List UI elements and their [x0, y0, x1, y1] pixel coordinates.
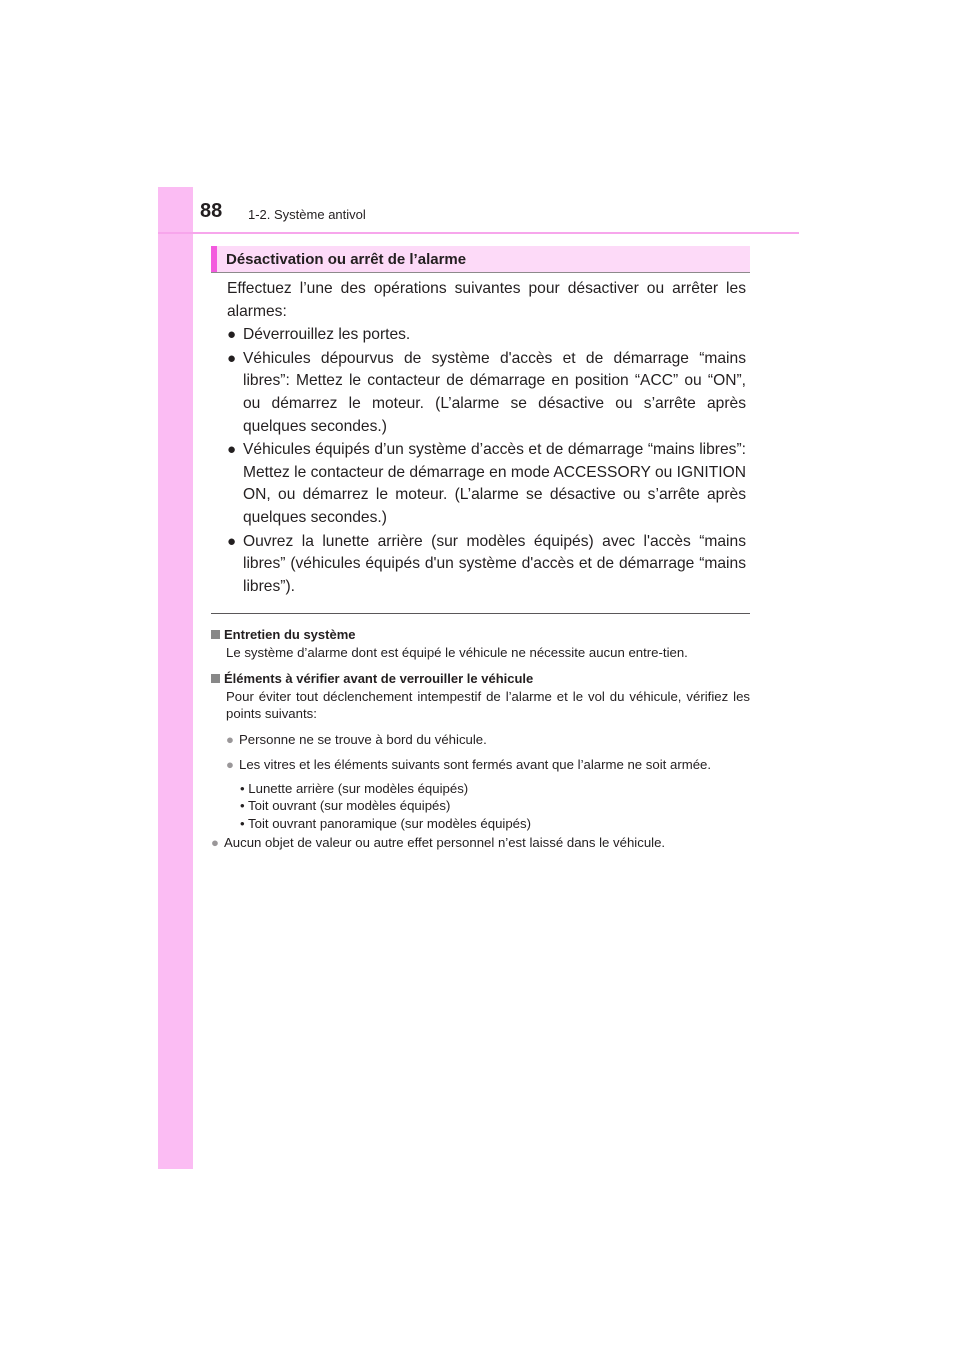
bullet-icon: ● [211, 835, 219, 850]
bullet-icon: ● [227, 441, 237, 459]
bullet-icon: ● [226, 731, 234, 747]
header-rule [158, 232, 799, 234]
bullet-icon: ● [227, 349, 237, 367]
list-item [211, 834, 750, 852]
list-item [227, 324, 746, 347]
intro-text: Effectuez l’une des opérations suivantes pour désactiver ou arrêter les alarmes: [227, 280, 746, 320]
list-item-text: Aucun objet de valeur ou autre effet personnel n’est laissé dans le véhicule. [224, 835, 666, 850]
square-bullet-icon [211, 674, 220, 683]
list-item-text: Ouvrez la lunette arrière (sur modèles équipés) avec l'accès “mains libres” (véhicules équipés d'un système d'accès et de démarrage “mains libres”). [243, 532, 746, 595]
list-item [227, 531, 746, 599]
sub-list-item: • Toit ouvrant panoramique (sur modèles équipés) [240, 815, 531, 831]
side-tab [158, 187, 193, 1169]
sub-list-item: • Lunette arrière (sur modèles équipés) [240, 780, 469, 796]
bullet-icon: ● [227, 532, 237, 550]
note-text: Pour éviter tout déclenchement intempestif de l’alarme et le vol du véhicule, vérifiez les points suivants: [226, 688, 750, 721]
section-body [227, 278, 746, 599]
section-label: 1-2. Système antivol [248, 207, 366, 222]
note-heading: Entretien du système [211, 626, 750, 644]
page-number: 88 [200, 200, 223, 222]
notes-divider [211, 613, 750, 614]
bullet-icon: ● [226, 757, 234, 772]
note-heading: Éléments à vérifier avant de verrouiller le véhicule [211, 670, 750, 688]
notes [211, 626, 750, 852]
sub-list-item: • Toit ouvrant (sur modèles équipés) [240, 798, 451, 813]
list-item [227, 348, 746, 438]
list-item-text: Véhicules dépourvus de système d'accès et de démarrage “mains libres”: Mettez le contacteur de démarrage en position “ACC” ou “ON”, ou démarrez le moteur. (L’alarme se désactive ou s’arrête après quelques secondes.) [243, 349, 746, 435]
list-item-text: Véhicules équipés d’un système d’accès et de démarrage “mains libres”: Mettez le contacteur de démarrage en mode ACCESSORY ou IGNITION ON, ou démarrez le moteur. (L’alarme se désactive ou s’arrête après quelques secondes.) [243, 441, 746, 526]
list-item-text: Personne ne se trouve à bord du véhicule. [239, 731, 487, 747]
section-title-box [211, 246, 750, 273]
title-accent-bar [211, 246, 217, 272]
section-title: Désactivation ou arrêt de l’alarme [226, 251, 467, 268]
note-text: Le système d’alarme dont est équipé le véhicule ne nécessite aucun entre-tien. [226, 644, 688, 660]
bullet-icon: ● [227, 326, 237, 344]
list-item-text: Déverrouillez les portes. [243, 326, 411, 344]
list-item [226, 731, 750, 749]
square-bullet-icon [211, 630, 220, 639]
list-item [227, 439, 746, 529]
list-item [226, 756, 750, 774]
list-item-text: Les vitres et les éléments suivants sont fermés avant que l’alarme ne soit armée. [239, 757, 712, 772]
